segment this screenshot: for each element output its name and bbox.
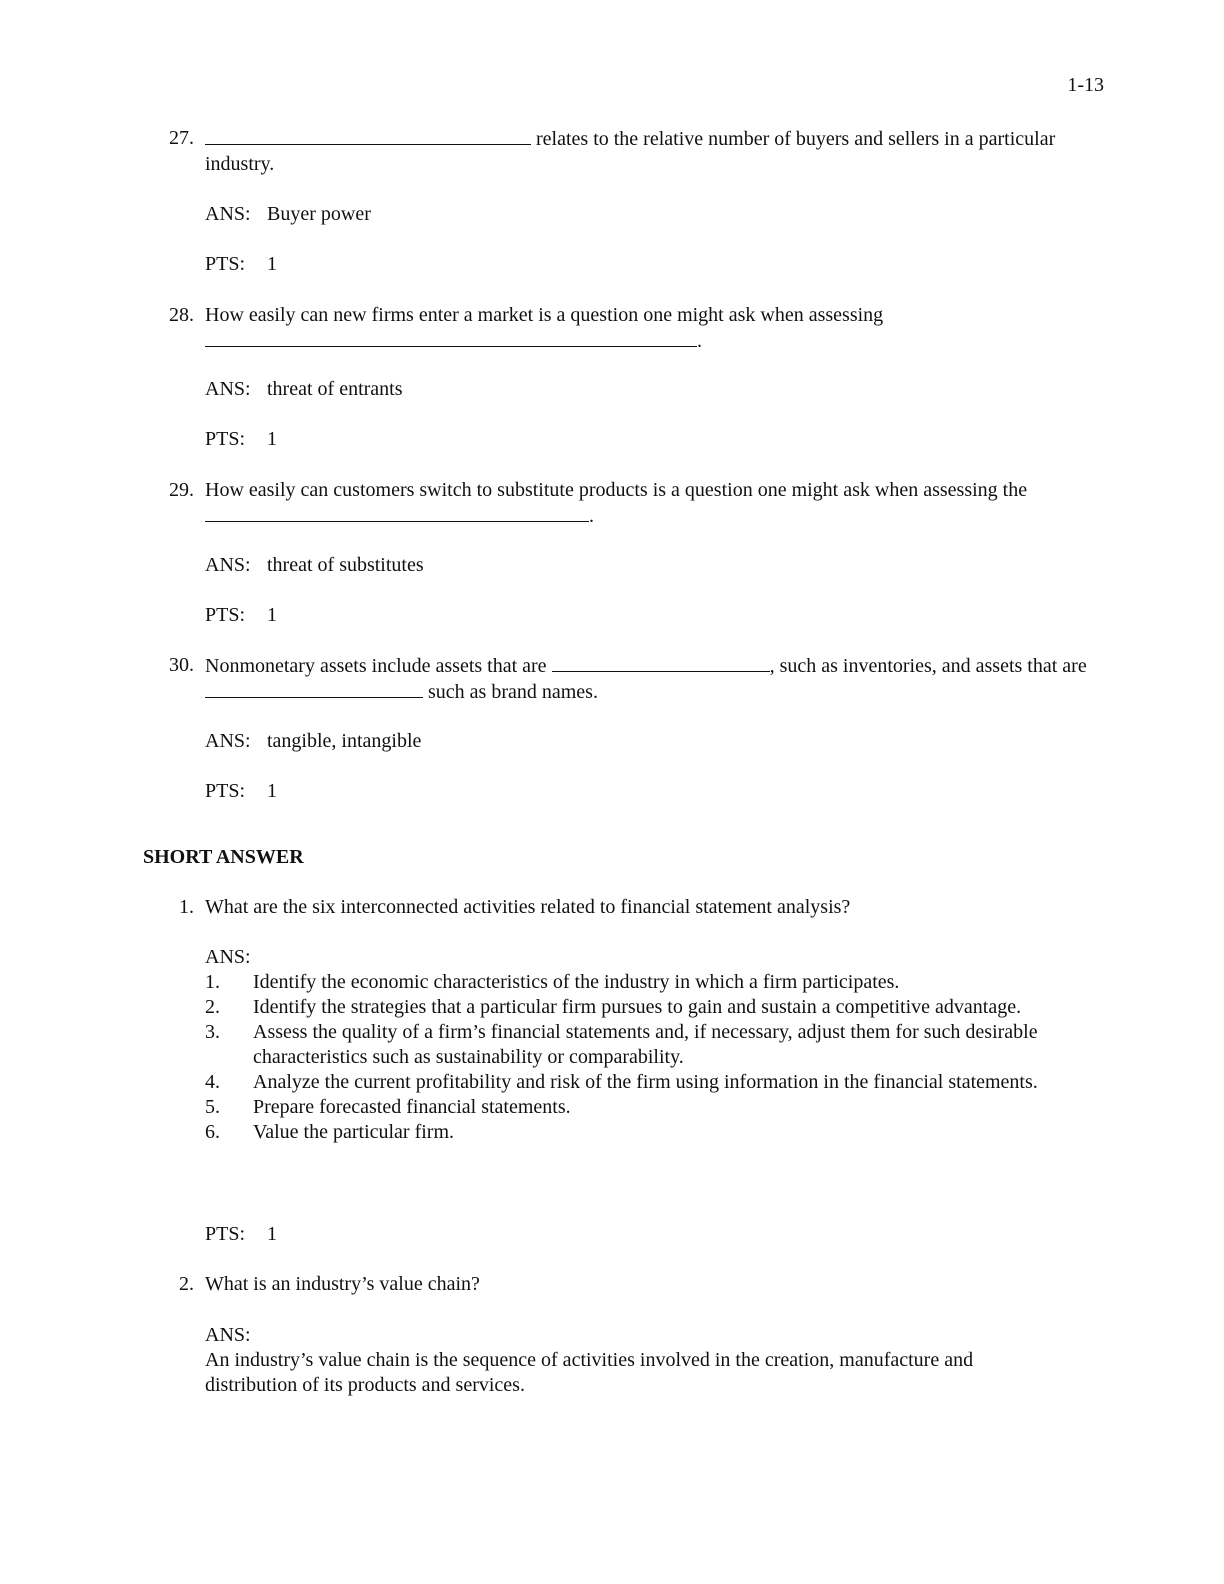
question-number: 28. xyxy=(169,304,194,326)
item-number: 6. xyxy=(205,1121,220,1143)
question-27 xyxy=(160,126,1105,177)
pts-value: 1 xyxy=(267,1223,277,1245)
pts-value: 1 xyxy=(267,604,277,626)
answer-blank xyxy=(205,328,697,347)
item-number: 1. xyxy=(205,971,220,993)
answer-blank xyxy=(205,503,589,522)
pts-label: PTS: xyxy=(205,604,246,626)
answer-30 xyxy=(205,729,421,754)
ans-label: ANS: xyxy=(205,946,251,968)
pts-value: 1 xyxy=(267,780,277,802)
question-number: 30. xyxy=(169,654,194,676)
item-text: Prepare forecasted financial statements. xyxy=(253,1096,571,1118)
list-item xyxy=(205,1120,1053,1145)
short-answer-1-points xyxy=(205,1222,277,1247)
ans-label: ANS: xyxy=(205,1324,251,1346)
question-text: How easily can new firms enter a market is a question one might ask when assessing xyxy=(205,304,884,326)
page-number: 1-13 xyxy=(1067,74,1104,96)
ans-text: An industry’s value chain is the sequence of activities involved in the creation, manufacture and distribution of its products and services. xyxy=(205,1349,974,1396)
item-number: 4. xyxy=(205,1071,220,1093)
list-item xyxy=(205,1070,1053,1095)
question-end: . xyxy=(589,505,594,527)
answer-29 xyxy=(205,553,424,578)
question-end: . xyxy=(697,330,702,352)
question-number: 1. xyxy=(179,896,194,918)
question-text: What is an industry’s value chain? xyxy=(205,1273,480,1295)
question-29 xyxy=(160,478,1105,529)
pts-label: PTS: xyxy=(205,253,246,275)
item-text: Value the particular firm. xyxy=(253,1121,455,1143)
item-number: 3. xyxy=(205,1021,220,1043)
answer-blank xyxy=(205,126,531,145)
question-28 xyxy=(160,303,1105,354)
answer-blank-2 xyxy=(205,679,423,698)
ans-text: threat of substitutes xyxy=(267,554,424,576)
list-item xyxy=(205,995,1053,1020)
pts-value: 1 xyxy=(267,428,277,450)
pts-label: PTS: xyxy=(205,1223,246,1245)
short-answer-1-answer xyxy=(205,945,1053,1145)
ans-text: Buyer power xyxy=(267,203,371,225)
pts-label: PTS: xyxy=(205,428,246,450)
points-30 xyxy=(205,779,277,804)
item-number: 5. xyxy=(205,1096,220,1118)
ans-text: threat of entrants xyxy=(267,378,403,400)
question-text: What are the six interconnected activities related to financial statement analysis? xyxy=(205,896,851,918)
item-text: Assess the quality of a firm’s financial statements and, if necessary, adjust them for such desirable characteristics such as sustainability or comparability. xyxy=(253,1021,1038,1068)
short-answer-1 xyxy=(160,895,1105,920)
ans-label: ANS: xyxy=(205,378,251,400)
item-text: Identify the strategies that a particular firm pursues to gain and sustain a competitive advantage. xyxy=(253,996,1022,1018)
item-text: Identify the economic characteristics of the industry in which a firm participates. xyxy=(253,971,900,993)
question-text: How easily can customers switch to substitute products is a question one might ask when assessing the xyxy=(205,479,1028,501)
ans-label: ANS: xyxy=(205,203,251,225)
list-item xyxy=(205,1020,1053,1070)
item-text: Analyze the current profitability and risk of the firm using information in the financial statements. xyxy=(253,1071,1038,1093)
question-number: 2. xyxy=(179,1273,194,1295)
short-answer-2-answer xyxy=(205,1323,1065,1398)
answer-28 xyxy=(205,377,403,402)
ans-label: ANS: xyxy=(205,730,251,752)
item-number: 2. xyxy=(205,996,220,1018)
points-29 xyxy=(205,603,277,628)
points-28 xyxy=(205,427,277,452)
pts-value: 1 xyxy=(267,253,277,275)
section-title: SHORT ANSWER xyxy=(143,846,304,868)
list-item xyxy=(205,970,1053,995)
answer-blank-1 xyxy=(552,653,770,672)
question-text-1: Nonmonetary assets include assets that are xyxy=(205,655,552,677)
pts-label: PTS: xyxy=(205,780,246,802)
short-answer-2 xyxy=(160,1272,1105,1297)
ans-label: ANS: xyxy=(205,554,251,576)
question-text: relates to the relative number of buyers and sellers in a particular industry. xyxy=(205,128,1056,175)
answer-27 xyxy=(205,202,371,227)
question-number: 27. xyxy=(169,127,194,149)
question-30 xyxy=(160,653,1105,705)
question-text-3: such as brand names. xyxy=(423,681,598,703)
points-27 xyxy=(205,252,277,277)
ans-text: tangible, intangible xyxy=(267,730,422,752)
question-number: 29. xyxy=(169,479,194,501)
question-text-2: , such as inventories, and assets that are xyxy=(769,655,1087,677)
list-item xyxy=(205,1095,1053,1120)
